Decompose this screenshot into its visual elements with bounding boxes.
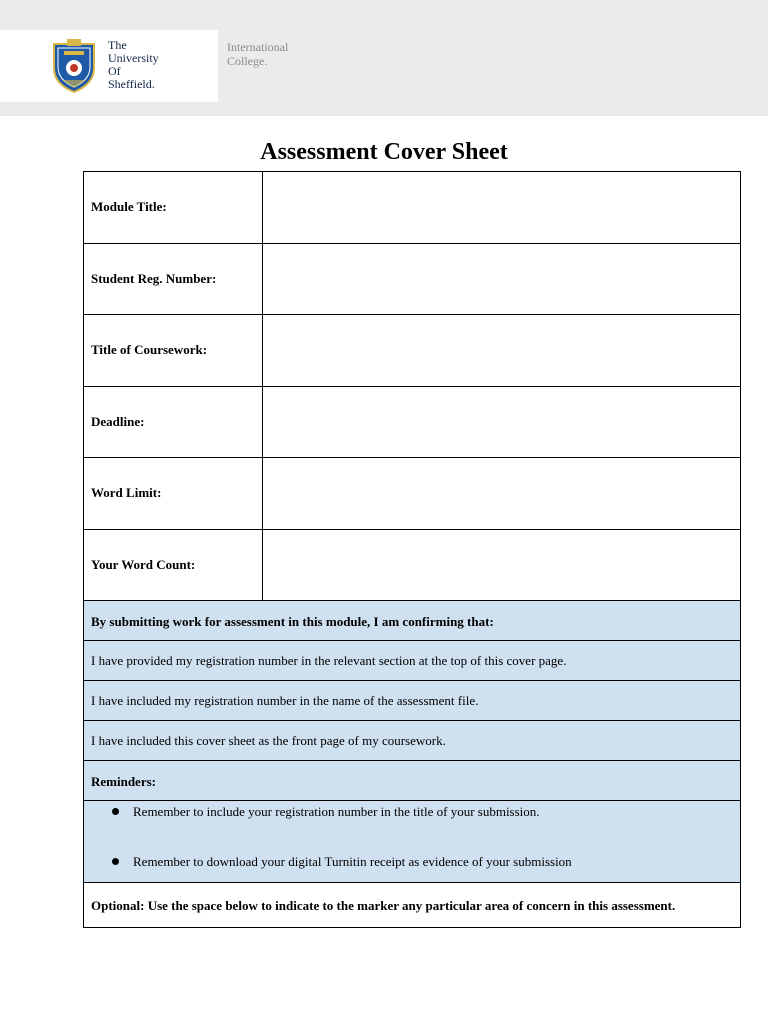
optional-note: Optional: Use the space below to indicate to the marker any particular area of concern in this assessment. (84, 883, 741, 928)
field-label: Your Word Count: (84, 529, 263, 601)
module-title-field[interactable] (263, 172, 741, 244)
field-label: Student Reg. Number: (84, 243, 263, 315)
university-logo (0, 30, 218, 102)
list-item (112, 842, 733, 882)
confirmation-item-row (84, 721, 741, 761)
field-row (84, 243, 741, 315)
confirmation-item: I have included my registration number in the name of the assessment file. (84, 681, 741, 721)
page-title: Assessment Cover Sheet (260, 139, 508, 165)
field-row (84, 458, 741, 530)
confirmation-heading-row (84, 601, 741, 641)
college-name (227, 40, 288, 68)
confirmation-item: I have provided my registration number in the relevant section at the top of this cover page. (84, 641, 741, 681)
reminder-text: Remember to download your digital Turnitin receipt as evidence of your submission (133, 853, 572, 869)
reminder-text: Remember to include your registration number in the title of your submission. (133, 803, 540, 819)
cover-sheet-table (83, 171, 741, 928)
logo-line: Sheffield. (108, 77, 155, 91)
optional-row (84, 883, 741, 928)
reminders-list (84, 801, 741, 883)
reminders-heading-row (84, 761, 741, 801)
deadline-field[interactable] (263, 386, 741, 458)
word-limit-field[interactable] (263, 458, 741, 530)
field-row (84, 172, 741, 244)
bullet-icon (112, 808, 119, 815)
college-line: College. (227, 54, 268, 68)
student-reg-number-field[interactable] (263, 243, 741, 315)
field-row (84, 386, 741, 458)
field-label: Word Limit: (84, 458, 263, 530)
confirmation-item-row (84, 641, 741, 681)
confirmation-item: I have included this cover sheet as the front page of my coursework. (84, 721, 741, 761)
reminders-list-row (84, 801, 741, 883)
list-item (112, 802, 733, 822)
field-label: Title of Coursework: (84, 315, 263, 387)
confirmation-item-row (84, 681, 741, 721)
coursework-title-field[interactable] (263, 315, 741, 387)
logo-line: Of (108, 64, 121, 78)
confirmation-heading: By submitting work for assessment in this module, I am confirming that: (84, 601, 741, 641)
field-label: Deadline: (84, 386, 263, 458)
word-count-field[interactable] (263, 529, 741, 601)
college-line: International (227, 40, 289, 54)
logo-line: The (108, 38, 127, 52)
field-row (84, 315, 741, 387)
field-row (84, 529, 741, 601)
reminders-heading: Reminders: (84, 761, 741, 801)
university-name (108, 39, 159, 91)
university-crest-icon (48, 38, 100, 94)
logo-line: University (108, 51, 159, 65)
field-label: Module Title: (84, 172, 263, 244)
bullet-icon (112, 858, 119, 865)
header-band (0, 0, 768, 116)
